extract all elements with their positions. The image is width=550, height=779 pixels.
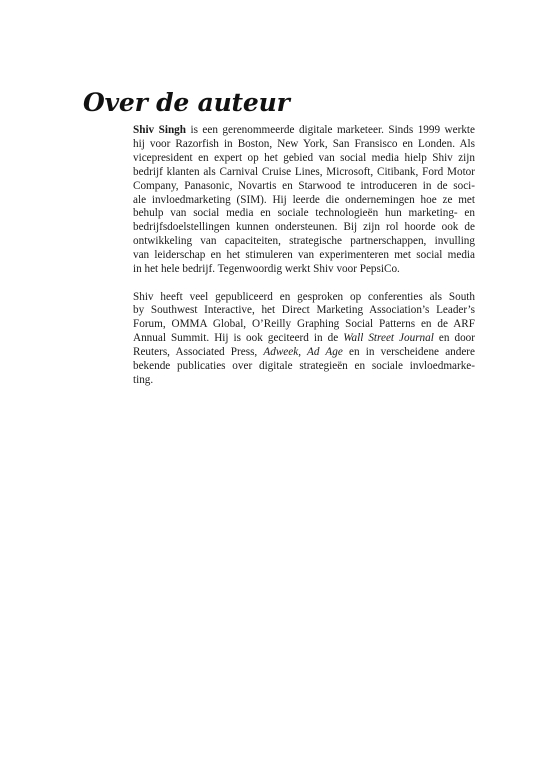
text-line — [133, 304, 475, 318]
text-run: en in verscheidene andere — [342, 346, 476, 359]
text-line — [133, 291, 475, 305]
text-run: ting. — [133, 374, 154, 386]
text-run: bekende publicaties over digitale strategieën en sociale invloedmarke- — [133, 360, 475, 373]
text-line — [133, 166, 475, 180]
text-run: in het hele bedrijf. Tegenwoordig werkt Shiv voor PepsiCo. — [133, 263, 400, 276]
text-line — [133, 346, 475, 360]
text-line — [133, 180, 475, 194]
section-heading: Over de auteur — [83, 88, 290, 117]
text-line — [133, 318, 475, 332]
text-run: en door — [433, 332, 475, 345]
text-line — [133, 124, 475, 138]
text-run: bedrijfsdoelstellingen kunnen ondersteunen. Bij zijn rol hoorde ook de — [133, 221, 475, 234]
text-line — [133, 263, 475, 277]
text-run: Reuters, Associated Press, — [133, 346, 264, 359]
publication-name: Wall Street Journal — [343, 332, 434, 345]
text-line — [133, 374, 475, 388]
text-run: hij voor Razorfish in Boston, New York, San Fransisco en Londen. Als — [133, 137, 475, 150]
text-line — [133, 332, 475, 346]
text-run: behulp van social media en sociale technologieën hun marketing- en — [133, 207, 475, 220]
text-run: is een gerenommeerde digitale marketeer. Sinds 1999 werkte — [186, 124, 475, 136]
author-name: Shiv Singh — [133, 124, 186, 136]
text-run: bedrijf klanten als Carnival Cruise Lines, Microsoft, Citibank, Ford Motor — [133, 165, 475, 178]
text-line — [133, 207, 475, 221]
paragraph — [133, 124, 475, 277]
text-run: ontwikkeling van capaciteiten, strategische partnerschappen, invulling — [133, 235, 475, 248]
text-line — [133, 235, 475, 249]
text-run: Forum, OMMA Global, O’Reilly Graphing Social Patterns en de ARF — [133, 318, 475, 331]
text-line — [133, 152, 475, 166]
text-line — [133, 194, 475, 208]
text-run: ale invloedmarketing (SIM). Hij leerde die ondernemingen hoe ze met — [133, 193, 475, 206]
paragraph — [133, 291, 475, 388]
text-run: Shiv heeft veel gepubliceerd en gesproken op conferenties als South — [133, 290, 475, 303]
body-text — [133, 124, 475, 388]
text-run: Company, Panasonic, Novartis en Starwood te introduceren in de soci- — [133, 179, 475, 192]
publication-name: Adweek, Ad Age — [263, 346, 343, 359]
text-line — [133, 249, 475, 263]
text-line — [133, 360, 475, 374]
text-run: Annual Summit. Hij is ook geciteerd in de — [133, 332, 344, 345]
text-line — [133, 221, 475, 235]
text-line — [133, 138, 475, 152]
text-run: van leiderschap en het stimuleren van experimenteren met social media — [133, 249, 475, 262]
text-run: by Southwest Interactive, het Direct Marketing Association’s Leader’s — [133, 304, 475, 317]
text-run: vicepresident en expert op het gebied van social media hielp Shiv zijn — [133, 151, 475, 164]
